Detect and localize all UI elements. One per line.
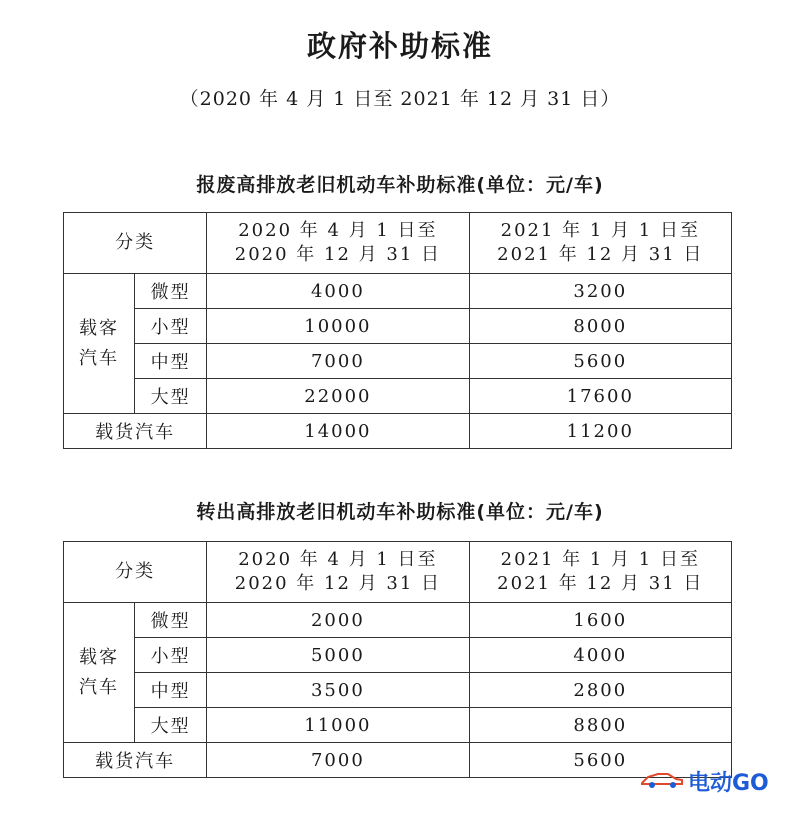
header-period-2 bbox=[469, 213, 731, 274]
value-period-1: 22000 bbox=[207, 379, 469, 414]
table-row bbox=[64, 743, 732, 778]
value-period-1: 2000 bbox=[207, 603, 469, 638]
vehicle-type: 小型 bbox=[135, 638, 207, 673]
watermark-logo bbox=[640, 766, 769, 797]
header-period-1 bbox=[207, 542, 469, 603]
table-row bbox=[64, 638, 732, 673]
header-period-1-line1: 2020 年 4 月 1 日至 bbox=[238, 549, 438, 570]
passenger-group-label bbox=[64, 274, 135, 414]
header-period-2 bbox=[469, 542, 731, 603]
table-row bbox=[64, 379, 732, 414]
passenger-group-label bbox=[64, 603, 135, 743]
header-period-1-line1: 2020 年 4 月 1 日至 bbox=[238, 220, 438, 241]
vehicle-type: 中型 bbox=[135, 673, 207, 708]
value-period-2: 5600 bbox=[469, 743, 731, 778]
value-period-1: 14000 bbox=[207, 414, 469, 449]
freight-label: 载货汽车 bbox=[64, 743, 207, 778]
value-period-2: 3200 bbox=[469, 274, 731, 309]
value-period-2: 17600 bbox=[469, 379, 731, 414]
header-period-1-line2: 2020 年 12 月 31 日 bbox=[234, 244, 441, 265]
car-icon bbox=[640, 768, 688, 796]
scrap-subsidy-table bbox=[63, 212, 732, 449]
header-category: 分类 bbox=[64, 542, 207, 603]
value-period-1: 3500 bbox=[207, 673, 469, 708]
passenger-group-text: 载客汽车 bbox=[79, 646, 120, 698]
header-period-2-line1: 2021 年 1 月 1 日至 bbox=[500, 549, 700, 570]
table-caption-transfer: 转出高排放老旧机动车补助标准(单位：元/车) bbox=[196, 501, 604, 523]
header-period-2-line2: 2021 年 12 月 31 日 bbox=[497, 573, 704, 594]
header-period-1 bbox=[207, 213, 469, 274]
value-period-2: 11200 bbox=[469, 414, 731, 449]
page-title: 政府补助标准 bbox=[306, 29, 493, 63]
value-period-1: 11000 bbox=[207, 708, 469, 743]
header-period-2-line2: 2021 年 12 月 31 日 bbox=[497, 244, 704, 265]
table-row bbox=[64, 708, 732, 743]
value-period-2: 8800 bbox=[469, 708, 731, 743]
table-row bbox=[64, 309, 732, 344]
value-period-1: 7000 bbox=[207, 344, 469, 379]
table-header-row bbox=[64, 213, 732, 274]
vehicle-type: 大型 bbox=[135, 708, 207, 743]
passenger-group-text: 载客汽车 bbox=[79, 317, 120, 369]
value-period-1: 10000 bbox=[207, 309, 469, 344]
table-row bbox=[64, 673, 732, 708]
vehicle-type: 中型 bbox=[135, 344, 207, 379]
vehicle-type: 小型 bbox=[135, 309, 207, 344]
header-period-1-line2: 2020 年 12 月 31 日 bbox=[234, 573, 441, 594]
value-period-1: 4000 bbox=[207, 274, 469, 309]
page-subtitle: （2020 年 4 月 1 日至 2021 年 12 月 31 日） bbox=[179, 88, 621, 110]
value-period-2: 5600 bbox=[469, 344, 731, 379]
watermark-text: 电动GO bbox=[688, 771, 769, 796]
table-header-row bbox=[64, 542, 732, 603]
table-row bbox=[64, 274, 732, 309]
header-category: 分类 bbox=[64, 213, 207, 274]
table-caption-scrap: 报废高排放老旧机动车补助标准(单位：元/车) bbox=[196, 174, 604, 196]
vehicle-type: 大型 bbox=[135, 379, 207, 414]
table-row bbox=[64, 414, 732, 449]
vehicle-type: 微型 bbox=[135, 603, 207, 638]
value-period-2: 8000 bbox=[469, 309, 731, 344]
value-period-1: 7000 bbox=[207, 743, 469, 778]
value-period-2: 1600 bbox=[469, 603, 731, 638]
table-row bbox=[64, 603, 732, 638]
table-row bbox=[64, 344, 732, 379]
value-period-2: 2800 bbox=[469, 673, 731, 708]
freight-label: 载货汽车 bbox=[64, 414, 207, 449]
header-period-2-line1: 2021 年 1 月 1 日至 bbox=[500, 220, 700, 241]
value-period-2: 4000 bbox=[469, 638, 731, 673]
vehicle-type: 微型 bbox=[135, 274, 207, 309]
transfer-subsidy-table bbox=[63, 541, 732, 778]
value-period-1: 5000 bbox=[207, 638, 469, 673]
